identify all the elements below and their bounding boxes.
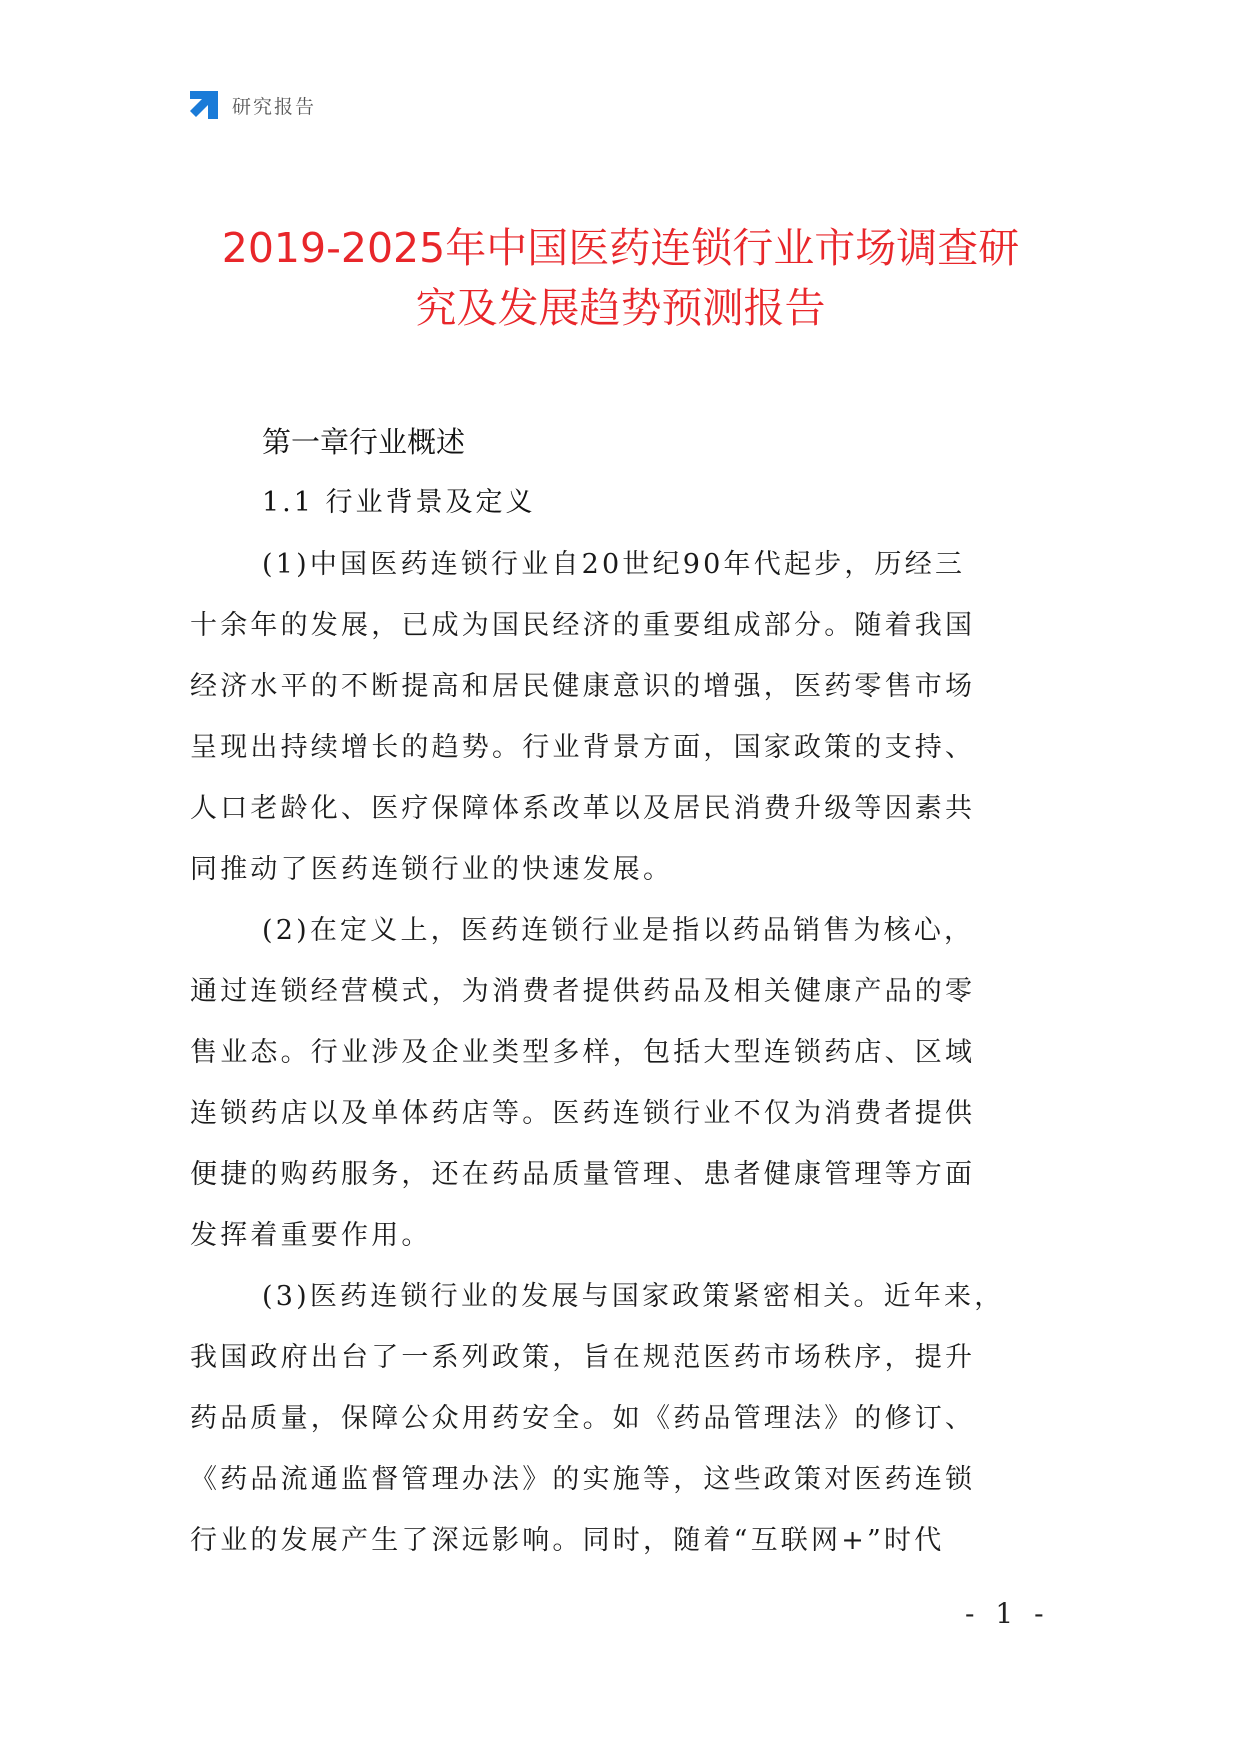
paragraph-line: 连锁药店以及单体药店等。医药连锁行业不仅为消费者提供 xyxy=(190,1098,976,1129)
paragraph-line: 人口老龄化、医疗保障体系改革以及居民消费升级等因素共 xyxy=(190,793,976,824)
body-text xyxy=(190,534,1045,1571)
paragraph-line: 呈现出持续增长的趋势。行业背景方面，国家政策的支持、 xyxy=(190,732,976,763)
chapter-heading: 第一章行业概述 xyxy=(262,425,466,459)
paragraph-line: (2)在定义上，医药连锁行业是指以药品销售为核心， xyxy=(262,915,975,946)
title-line-2: 究及发展趋势预测报告 xyxy=(415,284,826,332)
paragraph-1 xyxy=(190,534,1045,900)
section-heading: 1.1 行业背景及定义 xyxy=(262,487,536,518)
paragraph-line: 发挥着重要作用。 xyxy=(190,1220,432,1251)
paragraph-line: 通过连锁经营模式，为消费者提供药品及相关健康产品的零 xyxy=(190,976,976,1007)
paragraph-line: (1)中国医药连锁行业自20世纪90年代起步，历经三 xyxy=(262,549,966,580)
header-label: 研究报告 xyxy=(232,95,317,118)
paragraph-line: 同推动了医药连锁行业的快速发展。 xyxy=(190,854,674,885)
paragraph-2 xyxy=(190,900,1045,1266)
report-header xyxy=(188,88,316,122)
paragraph-line: 便捷的购药服务，还在药品质量管理、患者健康管理等方面 xyxy=(190,1159,976,1190)
paragraph-line: 我国政府出台了一系列政策，旨在规范医药市场秩序，提升 xyxy=(190,1342,976,1373)
title-line-1: 2019-2025年中国医药连锁行业市场调查研 xyxy=(221,224,1020,272)
paragraph-line: 经济水平的不断提高和居民健康意识的增强，医药零售市场 xyxy=(190,671,976,702)
paragraph-line: 行业的发展产生了深远影响。同时，随着“互联网+”时代 xyxy=(190,1525,945,1556)
paragraph-line: 十余年的发展，已成为国民经济的重要组成部分。随着我国 xyxy=(190,610,976,641)
paragraph-line: (3)医药连锁行业的发展与国家政策紧密相关。近年来， xyxy=(262,1281,1005,1312)
document-title xyxy=(150,218,1091,338)
page-number: - 1 - xyxy=(965,1597,1050,1630)
paragraph-3 xyxy=(190,1266,1045,1571)
paragraph-line: 药品质量，保障公众用药安全。如《药品管理法》的修订、 xyxy=(190,1403,976,1434)
paragraph-line: 《药品流通监督管理办法》的实施等，这些政策对医药连锁 xyxy=(190,1464,976,1495)
paragraph-line: 售业态。行业涉及企业类型多样，包括大型连锁药店、区域 xyxy=(190,1037,976,1068)
logo-arrow-icon xyxy=(188,89,220,121)
